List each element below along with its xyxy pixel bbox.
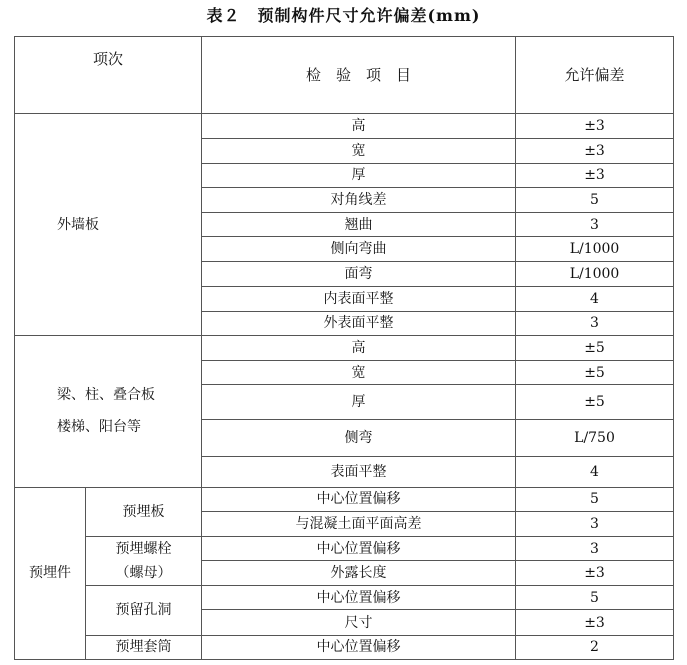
item-cell: 表面平整	[202, 456, 516, 487]
item-cell: 厚	[202, 163, 516, 187]
group-label-beam-line1: 梁、柱、叠合板	[57, 387, 155, 404]
item-cell: 中心位置偏移	[202, 586, 516, 610]
item-cell: 面弯	[202, 262, 516, 286]
tolerance-cell: 3	[516, 511, 674, 536]
item-cell: 宽	[202, 138, 516, 163]
tolerance-cell: 5	[516, 187, 674, 212]
tolerance-cell: ±3	[516, 138, 674, 163]
tolerance-cell: ±3	[516, 163, 674, 187]
group-label-beam	[15, 335, 202, 487]
tolerance-cell: 4	[516, 286, 674, 311]
table-row	[15, 487, 674, 511]
tolerance-cell: L/1000	[516, 237, 674, 262]
subgroup-label: 预埋板	[86, 487, 202, 536]
subgroup-label-line1: 预埋螺栓	[115, 541, 172, 558]
tolerance-cell: 3	[516, 311, 674, 335]
item-cell: 与混凝土面平面高差	[202, 511, 516, 536]
tolerance-cell: ±5	[516, 385, 674, 420]
tolerance-cell: ±5	[516, 360, 674, 384]
item-cell: 高	[202, 114, 516, 138]
item-cell: 高	[202, 335, 516, 360]
item-cell: 侧向弯曲	[202, 237, 516, 262]
header-tolerance: 允许偏差	[516, 37, 674, 114]
table-row	[15, 114, 674, 138]
tolerance-table	[14, 36, 673, 660]
item-cell: 对角线差	[202, 187, 516, 212]
tolerance-cell: ±3	[516, 114, 674, 138]
subgroup-label	[86, 537, 202, 586]
table-row	[15, 335, 674, 360]
tolerance-cell: 3	[516, 213, 674, 237]
tolerance-cell: 2	[516, 635, 674, 659]
table-title: 表２ 预制构件尺寸允许偏差(mm)	[206, 6, 481, 25]
item-cell: 翘曲	[202, 213, 516, 237]
header-row	[15, 37, 674, 114]
tolerance-cell: ±5	[516, 335, 674, 360]
table-row	[15, 635, 674, 659]
table-row	[15, 537, 674, 561]
item-cell: 尺寸	[202, 610, 516, 635]
subgroup-label: 预留孔洞	[86, 586, 202, 635]
tolerance-cell: ±3	[516, 610, 674, 635]
item-cell: 厚	[202, 385, 516, 420]
tolerance-cell: 5	[516, 586, 674, 610]
tolerance-cell: 4	[516, 456, 674, 487]
subgroup-label-line2: （螺母）	[115, 565, 172, 582]
subgroup-label: 预埋套筒	[86, 635, 202, 659]
header-category: 项次	[15, 37, 202, 114]
item-cell: 中心位置偏移	[202, 635, 516, 659]
tolerance-cell: 3	[516, 537, 674, 561]
group-label-beam-line2: 楼梯、阳台等	[57, 419, 141, 436]
tolerance-cell: L/750	[516, 420, 674, 456]
item-cell: 中心位置偏移	[202, 487, 516, 511]
group-label-wall: 外墙板	[15, 114, 202, 335]
item-cell: 侧弯	[202, 420, 516, 456]
tolerance-cell: L/1000	[516, 262, 674, 286]
tolerance-cell: 5	[516, 487, 674, 511]
item-cell: 内表面平整	[202, 286, 516, 311]
item-cell: 外表面平整	[202, 311, 516, 335]
tolerance-cell: ±3	[516, 561, 674, 586]
header-item: 检 验 项 目	[202, 37, 516, 114]
item-cell: 宽	[202, 360, 516, 384]
group-label-embed: 预埋件	[15, 487, 86, 659]
table-row	[15, 586, 674, 610]
item-cell: 中心位置偏移	[202, 537, 516, 561]
item-cell: 外露长度	[202, 561, 516, 586]
